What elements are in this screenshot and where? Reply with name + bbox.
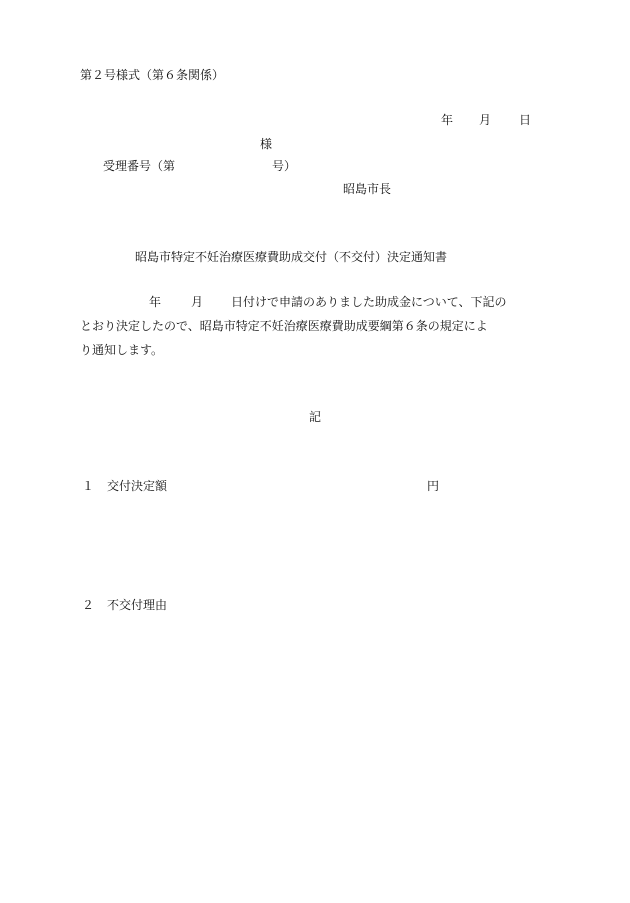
receipt-number-label: 受理番号（第 bbox=[103, 159, 176, 173]
body-year: 年 bbox=[149, 295, 162, 309]
receipt-number bbox=[103, 158, 296, 174]
item-1-number: １ bbox=[82, 479, 95, 493]
item-2-number: ２ bbox=[82, 598, 95, 612]
item-1-unit: 円 bbox=[427, 479, 440, 493]
body-line-1-text: 日付けで申請のありました助成金について、下記の bbox=[231, 295, 507, 309]
item-1-label: 交付決定額 bbox=[107, 479, 168, 493]
date-year: 年 bbox=[441, 113, 454, 127]
body-line-2: とおり決定したので、昭島市特定不妊治療医療費助成要綱第６条の規定によ bbox=[80, 319, 488, 333]
body-month: 月 bbox=[191, 295, 204, 309]
issuer: 昭島市長 bbox=[343, 182, 392, 196]
item-2-label: 不交付理由 bbox=[107, 598, 168, 612]
document-title: 昭島市特定不妊治療医療費助成交付（不交付）決定通知書 bbox=[135, 250, 448, 264]
addressee-suffix: 様 bbox=[260, 137, 273, 151]
date-line bbox=[441, 112, 531, 128]
form-label: 第２号様式（第６条関係） bbox=[80, 68, 225, 82]
date-day: 日 bbox=[519, 113, 532, 127]
receipt-number-suffix: 号） bbox=[272, 159, 297, 173]
date-month: 月 bbox=[479, 113, 492, 127]
body-line-1 bbox=[80, 294, 552, 310]
body-line-3: り通知します。 bbox=[80, 343, 164, 357]
ki-marker: 記 bbox=[309, 410, 322, 424]
